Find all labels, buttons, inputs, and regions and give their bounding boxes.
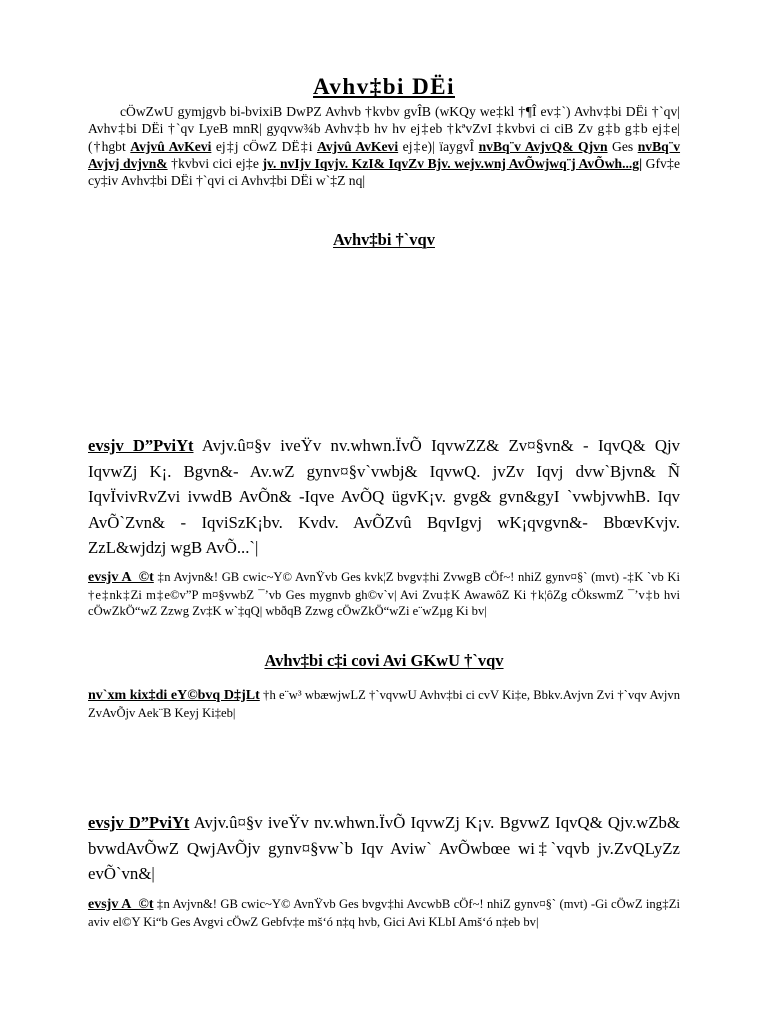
pronunciation-paragraph-2 bbox=[88, 810, 680, 887]
pronunciation-text-2: Avjv.û¤§v iveŸv nv.whwn.ÏvÕ IqvwZj K¡v. BgvwZ IqvQ& Qjv.wZb& bvwdAvÕwZ QwjAvÕjv gynv¤§vw`b Iqv Aviw` AvÕwbœe wi‡`vqvb jv.ZvQLyZz evÕ`vn&| bbox=[88, 813, 680, 884]
intro-text-1: cÖwZwU gymjgvb bi-bvixiB DwPZ Avhvb †kvbv gvÎB (wKQy we‡kl †¶Î ev‡`) Avhv‡bi DËi †`qv| Avhv‡bi DËi †`qv LyeB mnR| gyqvw¾b Avhv‡b hv hv ej‡eb †kªvZvI ‡kvbvi ci ciB Zv g‡b g‡b ej‡e| (†hgbt bbox=[88, 104, 680, 154]
pronunciation-label-2: evsjv D”PviYt bbox=[88, 813, 190, 832]
section-title-another-dua: Avhv‡bi c‡i covi Avi GKwU †`vqv bbox=[264, 651, 504, 670]
section-title-dua: Avhv‡bi †`vqv bbox=[333, 230, 435, 249]
intro-text-2: ej‡j cÖwZ DË‡i bbox=[211, 138, 318, 154]
intro-text-6: Gfv‡e cy‡iv Avhv‡bi DËi †`qvi ci Avhv‡bi DËi w`‡Z nq| bbox=[88, 155, 680, 189]
intro-keyword-3: nvBq¨v AvjvQ& Qjvn bbox=[478, 138, 608, 154]
meaning-text-2: ‡n Avjvn&! GB cwic~Y© AvnŸvb Ges bvgv‡hi AvcwbB cÖf~! nhiZ gynv¤§` (mvt) -Gi cÖwZ ing‡Zi aviv el©Y Ki“b Ges Avgvi cÖwZ Gebfv‡e mš‘ó n‡q hvb, Gici Avi KLbI Amš‘ó n‡eb bv| bbox=[88, 897, 680, 929]
meaning-text: ‡n Avjvn&! GB cwic~Y© AvnŸvb Ges kvk¦Z bvgv‡hi ZvwgB cÖf~! nhiZ gynv¤§` (mvt) -‡K `vb Ki †e‡nk‡Zi m‡e©v”P m¤§vwbZ ¯’vb Ges mygnvb gh©v`v| Avi Zvu‡K AwawôZ Ki †k¦ôZg cÖkswmZ ¯’v‡b hvi cÖwZkÖ“wZ Zzwg Zv‡K w`‡qQ| wbðqB Zzwg cÖwZkÖ“wZi e¨wZµg Ki bv| bbox=[88, 570, 680, 619]
intro-keyword-4: nvBq¨v Avjvj dvjvn& bbox=[88, 138, 681, 171]
pronunciation-label: evsjv D”PviYt bbox=[88, 436, 194, 455]
intro-keyword-2: Avjvû AvKevi bbox=[317, 138, 399, 154]
meaning-paragraph-2 bbox=[88, 896, 680, 930]
hadith-label: nv`xm kix‡di eY©bvq D‡jLt bbox=[88, 688, 260, 703]
intro-text-5: †kvbvi cici ej‡e bbox=[167, 155, 263, 171]
meaning-paragraph-1 bbox=[88, 569, 680, 620]
intro-text-3: ej‡e)| ïaygvÎ bbox=[398, 138, 479, 154]
intro-keyword-1: Avjvû AvKevi bbox=[130, 138, 212, 154]
meaning-label: evsjv A_©t bbox=[88, 570, 154, 585]
intro-keyword-5: jv. nvIjv Iqvjv. KzI& IqvZv Bjv. wejv.wnj AvÕwjwq¨j AvÕwh...g| bbox=[262, 155, 643, 171]
meaning-label-2: evsjv A_©t bbox=[88, 897, 154, 912]
page-title: Avhv‡bi DËi bbox=[313, 74, 455, 99]
hadith-text: †h e¨w³ wbæwjwLZ †`vqvwU Avhv‡bi ci cvV Ki‡e, Bbkv.Avjvn Zvi †`vqv Avjvn ZvAvÕjv Aek¨B Keyj Ki‡eb| bbox=[88, 688, 680, 720]
intro-paragraph bbox=[88, 103, 680, 189]
pronunciation-text: Avjv.û¤§v iveŸv nv.whwn.ÏvÕ IqvwZZ& Zv¤§vn& - IqvQ& Qjv IqvwZj K¡. Bgvn&- Av.wZ gynv¤§v`vwbj& IqvwQ. jvZv Iqvj dvw`Bjvn& Ñ IqvÏvivRvZvi ivwdB AvÕn& -Iqve AvÕQ ügvK¡v. gvg& gvn&gyI `vwbjvwhB. Iqv AvÕ`Zvn& - IqviSzK¡bv. Kvdv. AvÕZvû BqvIgvj wK¡qvgvn&- BbœvKvjv. ZzL&wjdzj wgB AvÕ...`| bbox=[88, 436, 680, 558]
hadith-paragraph bbox=[88, 687, 680, 721]
intro-text-4: Ges bbox=[607, 138, 638, 154]
pronunciation-paragraph-1 bbox=[88, 433, 680, 561]
